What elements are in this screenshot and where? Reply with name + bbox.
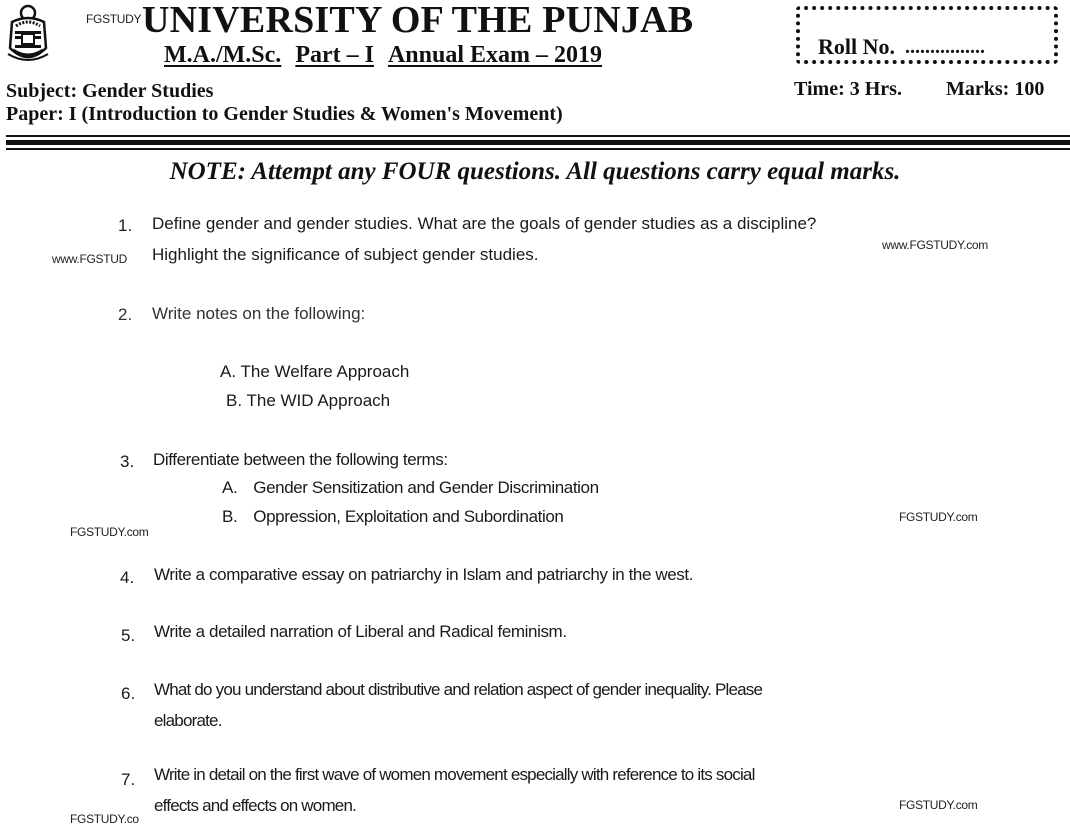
part-text: The Welfare Approach bbox=[240, 362, 410, 381]
watermark: FGSTUDY.com bbox=[899, 798, 978, 812]
question-7-text: Write in detail on the first wave of women movement especially with reference to its social bbox=[154, 765, 755, 784]
question-2-part-b bbox=[226, 391, 390, 411]
question-number: 7. bbox=[121, 770, 136, 789]
question-4-text: Write a comparative essay on patriarchy in Islam and patriarchy in the west. bbox=[154, 565, 694, 584]
roll-number-field[interactable]: ................ bbox=[905, 36, 985, 58]
part-label: Part – I bbox=[295, 42, 374, 68]
subject-label: Subject: Gender Studies bbox=[6, 80, 214, 102]
divider-line bbox=[6, 148, 1070, 150]
question-3-part-b bbox=[222, 507, 563, 527]
question-3-text: Differentiate between the following terms: bbox=[153, 450, 448, 469]
question-7-text: effects and effects on women. bbox=[154, 796, 357, 815]
question-6-text: elaborate. bbox=[154, 711, 222, 730]
watermark: FGSTUDY.co bbox=[70, 812, 139, 826]
part-label: B. bbox=[226, 391, 243, 410]
paper-label: Paper: I (Introduction to Gender Studies & Women's Movement) bbox=[6, 103, 563, 125]
university-crest-icon bbox=[6, 4, 50, 66]
question-number: 3. bbox=[120, 452, 135, 471]
question-1-text: Highlight the significance of subject gender studies. bbox=[152, 245, 539, 264]
part-label: A. bbox=[220, 362, 237, 381]
degree-label: M.A./M.Sc. bbox=[164, 42, 282, 68]
watermark: FGSTUDY.com bbox=[899, 510, 978, 524]
divider-line bbox=[6, 140, 1070, 145]
question-6-text: What do you understand about distributive and relation aspect of gender inequality. Please bbox=[154, 680, 763, 699]
question-number: 2. bbox=[118, 305, 133, 324]
question-5-text: Write a detailed narration of Liberal and Radical feminism. bbox=[154, 622, 567, 641]
exam-label: Annual Exam – 2019 bbox=[387, 42, 603, 68]
watermark: www.FGSTUD bbox=[52, 252, 128, 266]
roll-number-label: Roll No. bbox=[818, 34, 895, 59]
part-text: Gender Sensitization and Gender Discrimination bbox=[253, 478, 599, 497]
time-label: Time: 3 Hrs. bbox=[794, 78, 902, 100]
question-number: 5. bbox=[121, 626, 136, 645]
question-3-part-a bbox=[222, 478, 599, 498]
watermark: www.FGSTUDY.com bbox=[882, 238, 988, 252]
question-number: 1. bbox=[118, 216, 133, 235]
question-1-text: Define gender and gender studies. What are the goals of gender studies as a discipline? bbox=[152, 214, 817, 233]
question-2-text: Write notes on the following: bbox=[152, 304, 366, 323]
marks-label: Marks: 100 bbox=[946, 78, 1045, 100]
watermark-top: FGSTUDY bbox=[86, 12, 142, 26]
part-text: Oppression, Exploitation and Subordination bbox=[253, 507, 564, 526]
question-2-part-a bbox=[220, 362, 409, 382]
watermark: FGSTUDY.com bbox=[70, 525, 149, 539]
question-number: 6. bbox=[121, 684, 136, 703]
question-number: 4. bbox=[120, 568, 135, 587]
exam-line bbox=[164, 42, 602, 69]
part-text: The WID Approach bbox=[246, 391, 391, 410]
part-label: B. bbox=[222, 507, 238, 526]
part-label: A. bbox=[222, 478, 238, 497]
university-title: UNIVERSITY OF THE PUNJAB bbox=[142, 0, 694, 41]
instructions-note: NOTE: Attempt any FOUR questions. All questions carry equal marks. bbox=[169, 158, 901, 185]
divider-line bbox=[6, 135, 1070, 137]
